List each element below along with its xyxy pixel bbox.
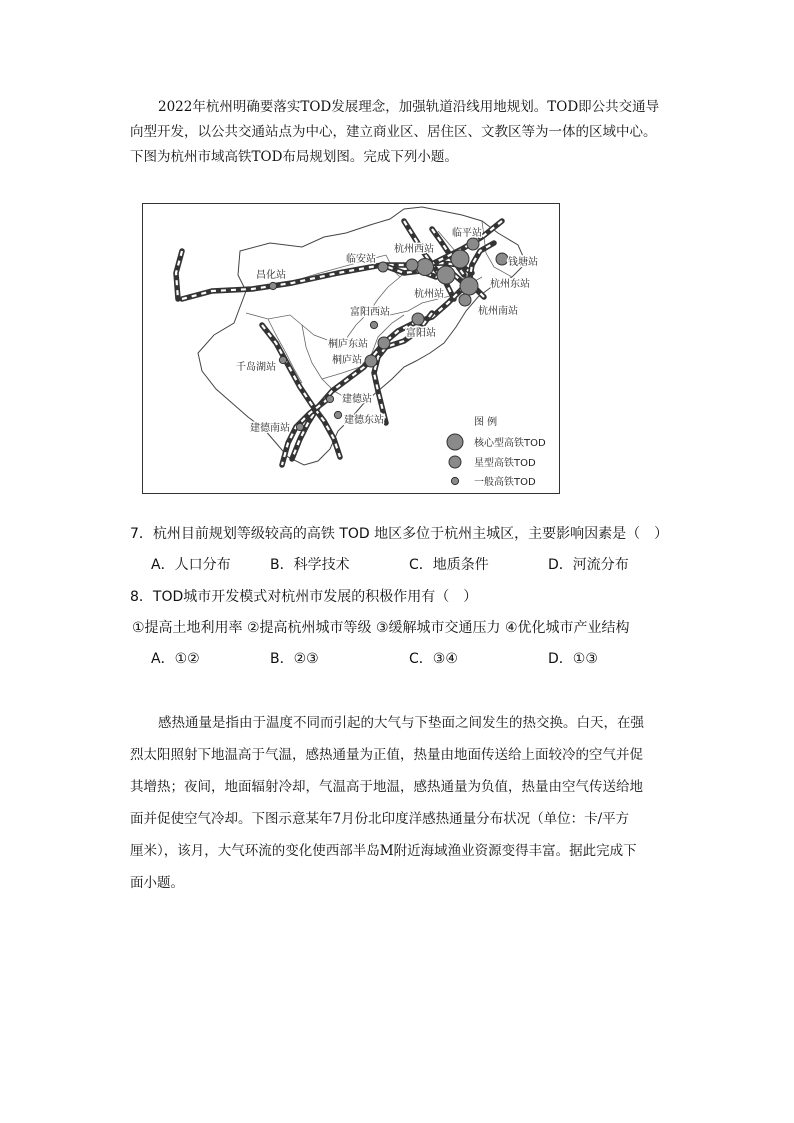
passage2-line-6: 面小题。 bbox=[130, 875, 184, 891]
station-linan-dot bbox=[378, 262, 388, 272]
q7-option-c[interactable]: C．地质条件 bbox=[409, 557, 489, 573]
question-7-stem: 7．杭州目前规划等级较高的高铁 TOD 地区多位于杭州主城区，主要影响因素是（ ） bbox=[130, 526, 669, 542]
label-hangzhou: 杭州站 bbox=[414, 289, 444, 300]
legend-general-symbol bbox=[451, 477, 458, 484]
label-jiande-south: 建德南站 bbox=[250, 423, 290, 434]
legend-star-symbol bbox=[449, 456, 461, 468]
label-jiande: 建德站 bbox=[342, 394, 372, 405]
passage2-line-4: 面并促使空气冷却。下图示意某年7月份北印度洋感热通量分布状况（单位：卡/平方 bbox=[130, 811, 630, 827]
legend-general-label: 一般高铁TOD bbox=[474, 477, 536, 488]
station-hangzhou-east-core bbox=[460, 277, 478, 295]
intro-line-2: 向型开发，以公共交通站点为中心，建立商业区、居住区、文教区等为一体的区域中心。 bbox=[130, 124, 657, 140]
label-changhua: 昌化站 bbox=[256, 270, 286, 281]
q7-option-a[interactable]: A．人口分布 bbox=[151, 557, 231, 573]
station-hangzhou-south-dot bbox=[459, 294, 471, 306]
station-linping-dot bbox=[467, 238, 479, 250]
passage2-line-5: 厘米），该月，大气环流的变化使西部半岛M附近海域渔业资源变得丰富。据此完成下 bbox=[130, 843, 637, 859]
legend-star-label: 星型高铁TOD bbox=[474, 458, 536, 469]
label-tonglu: 桐庐站 bbox=[332, 355, 362, 366]
q8-items: ①提高土地利用率 ②提高杭州城市等级 ③缓解城市交通压力 ④优化城市产业结构 bbox=[132, 620, 630, 636]
intro-line-3: 下图为杭州市域高铁TOD布局规划图。完成下列小题。 bbox=[130, 149, 458, 165]
passage2-line-1: 感热通量是指由于温度不同而引起的大气与下垫面之间发生的热交换。白天，在强 bbox=[158, 715, 644, 731]
q8-option-c[interactable]: C．③④ bbox=[409, 651, 458, 667]
legend-core-label: 核心型高铁TOD bbox=[474, 438, 546, 449]
q8-option-a[interactable]: A．①② bbox=[151, 651, 200, 667]
station-fuyang-west-dot bbox=[370, 321, 377, 328]
station-fuyang-dot bbox=[412, 313, 424, 325]
q7-option-b[interactable]: B．科学技术 bbox=[270, 557, 350, 573]
label-jiande-east: 建德东站 bbox=[344, 415, 384, 426]
station-hangzhou-west-dot bbox=[406, 259, 418, 271]
intro-line-1: 2022年杭州明确要落实TOD发展理念，加强轨道沿线用地规划。TOD即公共交通导 bbox=[158, 99, 660, 115]
passage2-line-2: 烈太阳照射下地温高于气温，感热通量为正值，热量由地面传送给上面较冷的空气并促 bbox=[130, 747, 643, 763]
tod-map bbox=[142, 203, 560, 494]
station-jiande-east-dot bbox=[334, 411, 341, 418]
question-8-stem: 8．TOD城市开发模式对杭州市发展的积极作用有（ ） bbox=[130, 589, 478, 605]
station-qiantang-dot bbox=[496, 253, 508, 265]
station-tonglu-dot bbox=[365, 355, 377, 367]
label-fuyang-west: 富阳西站 bbox=[350, 307, 390, 318]
station-qiandaohu-dot bbox=[279, 356, 286, 363]
station-jiande-south-dot bbox=[296, 423, 303, 430]
label-linping: 临平站 bbox=[452, 228, 482, 239]
sensible-heat-passage bbox=[130, 707, 660, 899]
legend-core-symbol bbox=[447, 434, 463, 450]
label-tonglu-east: 桐庐东站 bbox=[328, 339, 368, 350]
station-hangzhou-west-core bbox=[417, 259, 434, 276]
label-qiantang: 钱塘站 bbox=[508, 257, 538, 268]
label-fuyang: 富阳站 bbox=[406, 328, 436, 339]
q8-option-b[interactable]: B．②③ bbox=[270, 651, 319, 667]
label-hangzhou-south: 杭州南站 bbox=[478, 306, 518, 317]
legend-title: 图 例 bbox=[474, 417, 498, 428]
station-hangzhou-core bbox=[437, 266, 455, 284]
q8-option-d[interactable]: D．①③ bbox=[548, 651, 598, 667]
passage2-line-3: 其增热；夜间，地面辐射冷却，气温高于地温，感热通量为负值，热量由空气传送给地 bbox=[130, 779, 643, 795]
intro-paragraph bbox=[130, 95, 660, 170]
label-linan: 临安站 bbox=[346, 254, 376, 265]
label-hangzhou-east: 杭州东站 bbox=[490, 279, 530, 290]
label-qiandaohu: 千岛湖站 bbox=[236, 362, 276, 373]
q7-option-d[interactable]: D．河流分布 bbox=[548, 557, 629, 573]
label-hangzhou-west: 杭州西站 bbox=[394, 244, 434, 255]
station-tonglu-east-dot bbox=[378, 337, 390, 349]
station-changhua-dot bbox=[269, 282, 276, 289]
station-linping-core bbox=[451, 250, 469, 268]
station-jiande-dot bbox=[326, 395, 333, 402]
